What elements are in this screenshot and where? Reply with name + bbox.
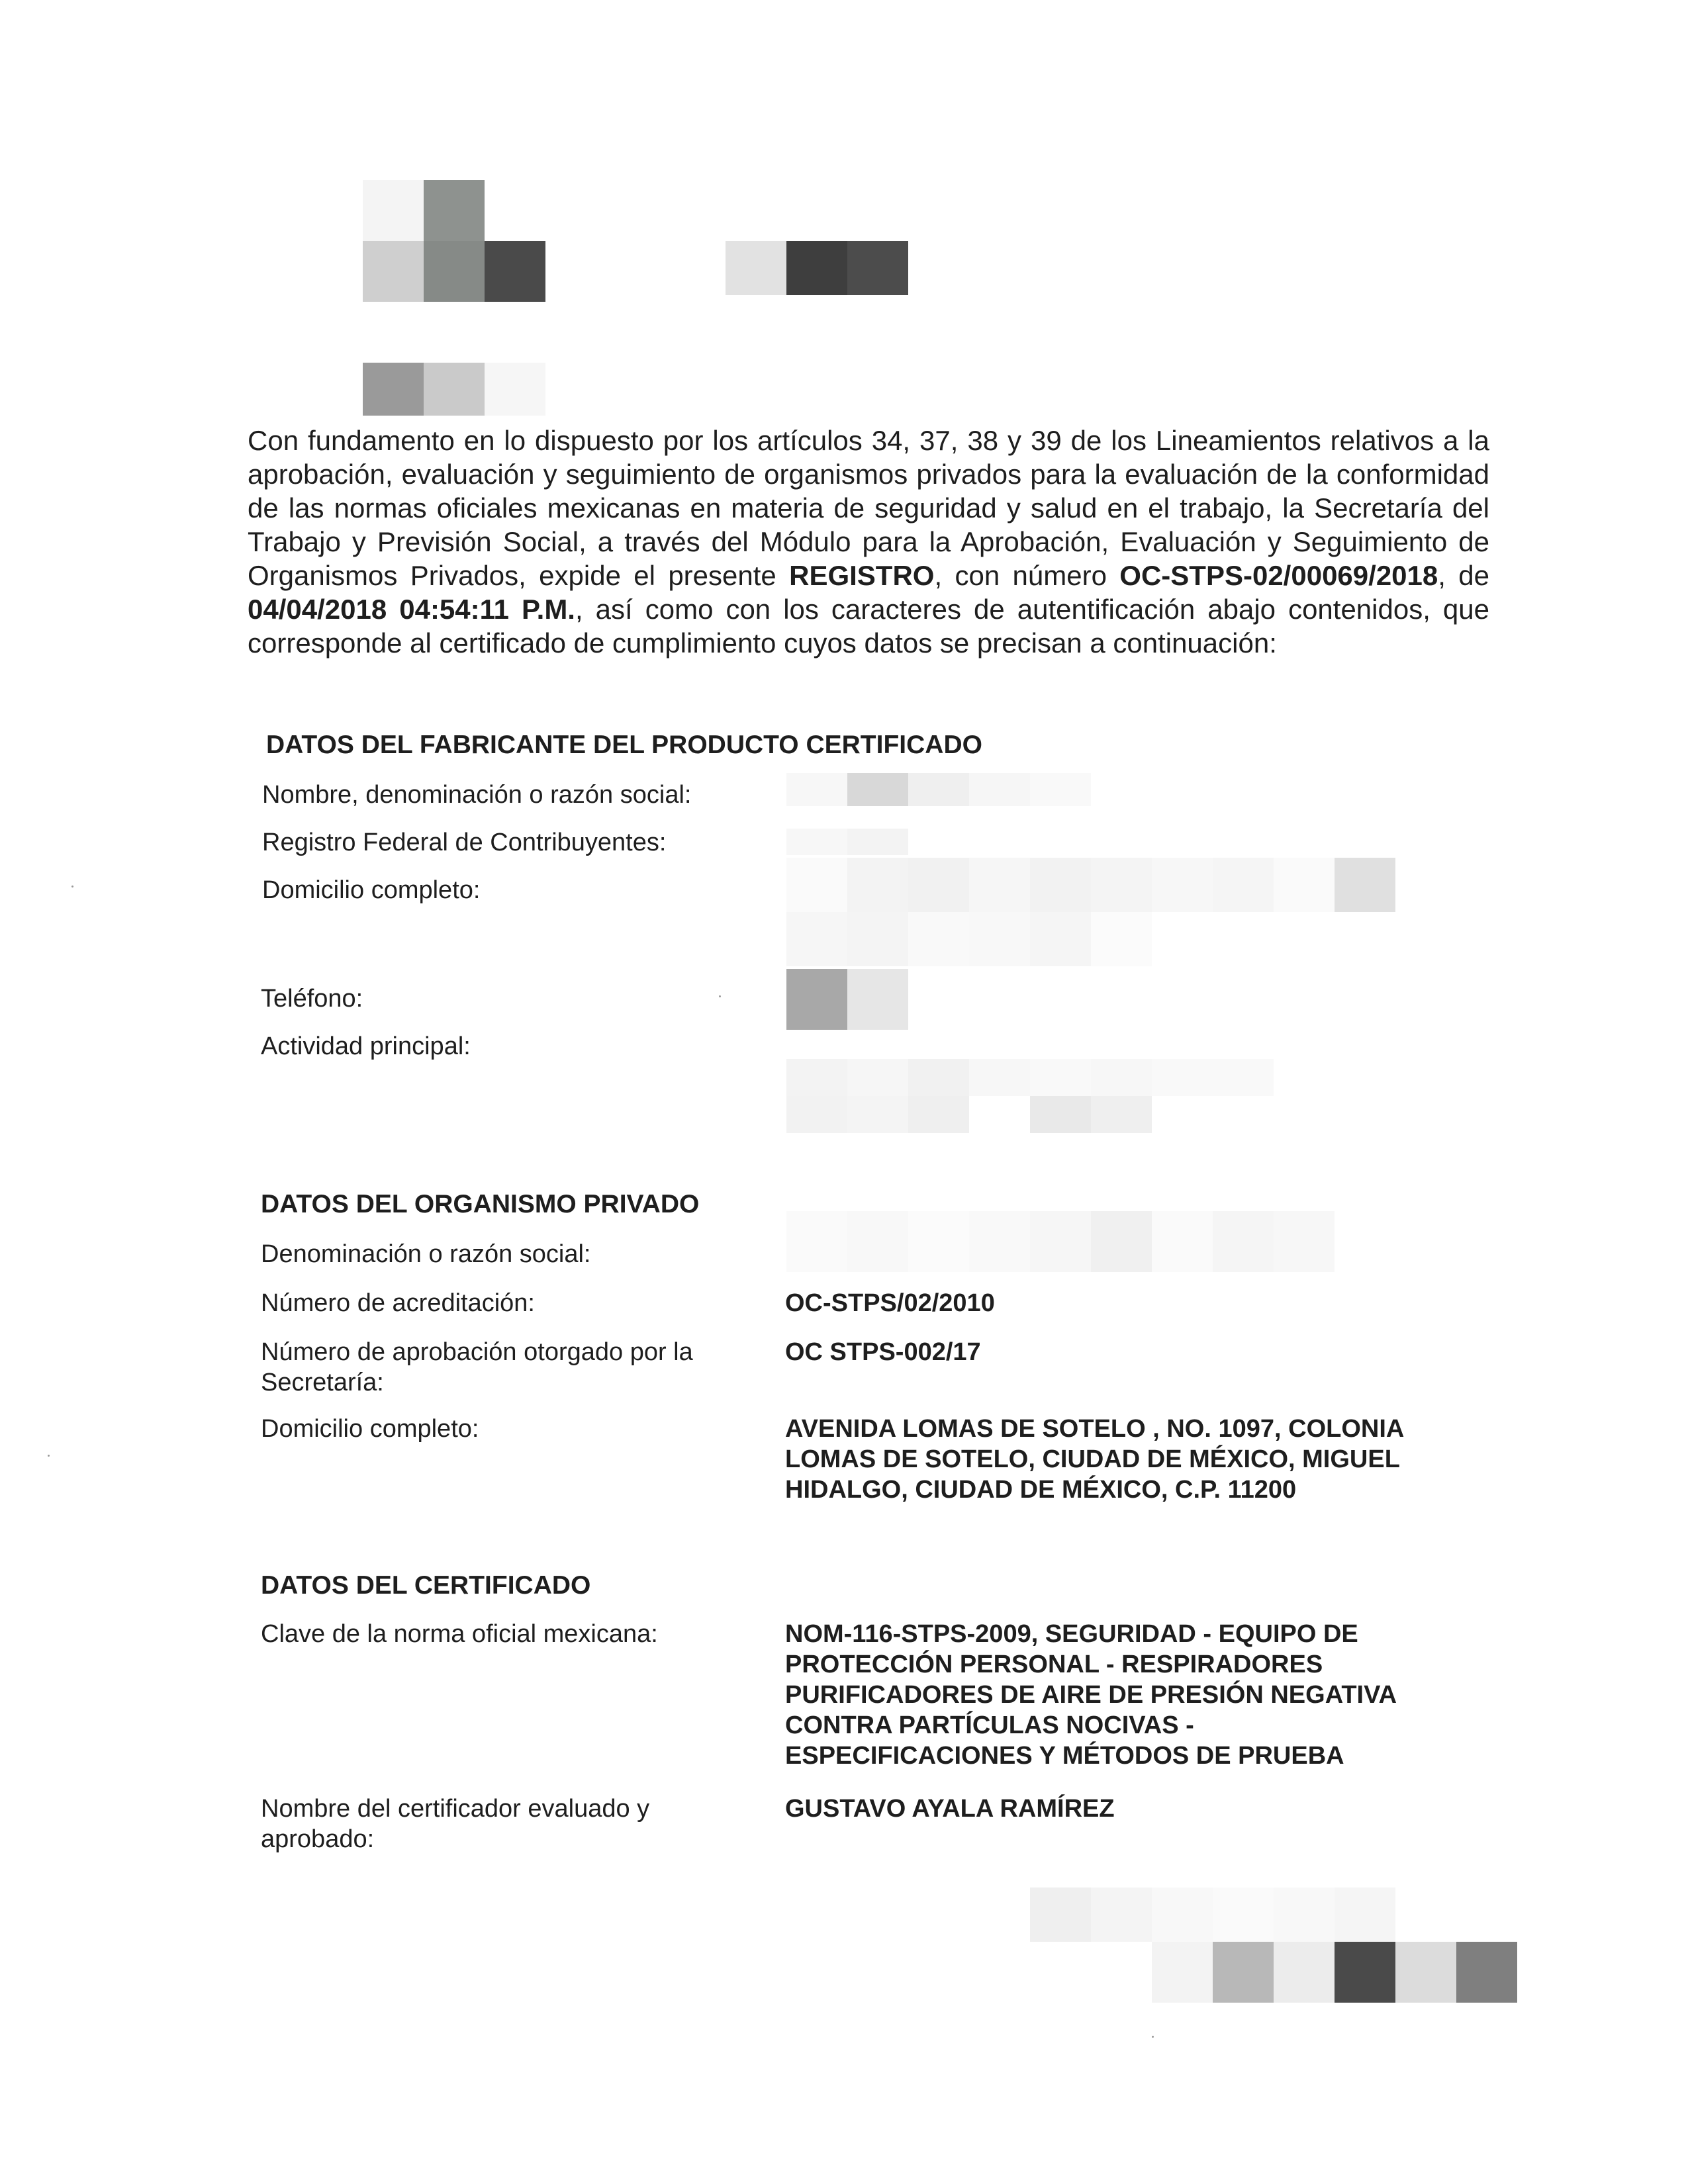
organismo-domicilio-value: AVENIDA LOMAS DE SOTELO , NO. 1097, COLONIA LOMAS DE SOTELO, CIUDAD DE MÉXICO, MIGUEL HIDALGO, CIUDAD DE MÉXICO, C.P. 11200 bbox=[785, 1415, 1403, 1504]
intro-paragraph bbox=[248, 424, 1489, 660]
redacted-organismo-denominacion bbox=[786, 1211, 1335, 1272]
organismo-acreditacion-value: OC-STPS/02/2010 bbox=[785, 1289, 995, 1317]
redacted-logo bbox=[363, 180, 545, 302]
fabricante-domicilio-label: Domicilio completo: bbox=[262, 876, 481, 904]
organismo-denominacion-label: Denominación o razón social: bbox=[261, 1240, 591, 1268]
fabricante-actividad-label: Actividad principal: bbox=[261, 1032, 471, 1060]
organismo-acreditacion-label: Número de acreditación: bbox=[261, 1289, 535, 1317]
certificado-certificador-value: GUSTAVO AYALA RAMÍREZ bbox=[785, 1795, 1115, 1823]
certificado-certificador-label: Nombre del certificador evaluado y aprobado: bbox=[261, 1795, 650, 1853]
certificado-clave-value: NOM-116-STPS-2009, SEGURIDAD - EQUIPO DE PROTECCIÓN PERSONAL - RESPIRADORES PURIFICADORES DE AIRE DE PRESIÓN NEGATIVA CONTRA PARTÍCULAS NOCIVAS - ESPECIFICACIONES Y MÉTODOS DE PRUEBA bbox=[785, 1620, 1396, 1770]
redacted-fabricante-rfc bbox=[786, 829, 969, 855]
organismo-aprobacion-label: Número de aprobación otorgado por la Secretaría: bbox=[261, 1338, 693, 1396]
scan-speck bbox=[1152, 2036, 1154, 2038]
intro-text-4: , así como con los caracteres de autentificación abajo contenidos, que corresponde al certificado de cumplimiento cuyos datos se precisan a continuación: bbox=[248, 594, 1489, 659]
certificado-section-title: DATOS DEL CERTIFICADO bbox=[261, 1571, 591, 1600]
redacted-signature bbox=[1030, 1888, 1517, 2003]
intro-text-1: Con fundamento en lo dispuesto por los artículos 34, 37, 38 y 39 de los Lineamientos relativos a la aprobación, evaluación y seguimiento de organismos privados para la evaluación de la conformidad de las normas oficiales mexicanas en materia de seguridad y salud en el trabajo, la Secretaría del Trabajo y Previsión Social, a través del Módulo para la Aprobación, Evaluación y Seguimiento de Organismos Privados, expide el presente bbox=[248, 425, 1489, 591]
redacted-fabricante-nombre bbox=[786, 773, 1152, 806]
intro-text-2: , con número bbox=[934, 560, 1120, 591]
organismo-section-title: DATOS DEL ORGANISMO PRIVADO bbox=[261, 1190, 700, 1218]
redacted-subheader bbox=[363, 363, 545, 416]
fabricante-rfc-label: Registro Federal de Contribuyentes: bbox=[262, 829, 667, 856]
fabricante-nombre-label: Nombre, denominación o razón social: bbox=[262, 781, 692, 809]
scan-speck bbox=[71, 886, 73, 887]
intro-text-3: , de bbox=[1438, 560, 1489, 591]
organismo-aprobacion-value: OC STPS-002/17 bbox=[785, 1338, 981, 1366]
registro-label: REGISTRO bbox=[789, 560, 935, 591]
redacted-fabricante-telefono bbox=[786, 969, 908, 1030]
fabricante-telefono-label: Teléfono: bbox=[261, 985, 363, 1013]
registro-date: 04/04/2018 04:54:11 P.M. bbox=[248, 594, 575, 625]
organismo-domicilio-label: Domicilio completo: bbox=[261, 1415, 479, 1443]
registro-number: OC-STPS-02/00069/2018 bbox=[1119, 560, 1438, 591]
redacted-fabricante-actividad bbox=[786, 1059, 1395, 1133]
certificado-clave-label: Clave de la norma oficial mexicana: bbox=[261, 1620, 658, 1648]
redacted-header bbox=[726, 241, 908, 295]
scan-speck bbox=[48, 1455, 50, 1457]
scan-speck bbox=[719, 995, 721, 997]
redacted-fabricante-domicilio bbox=[786, 858, 1448, 966]
fabricante-section-title: DATOS DEL FABRICANTE DEL PRODUCTO CERTIFICADO bbox=[266, 731, 982, 759]
